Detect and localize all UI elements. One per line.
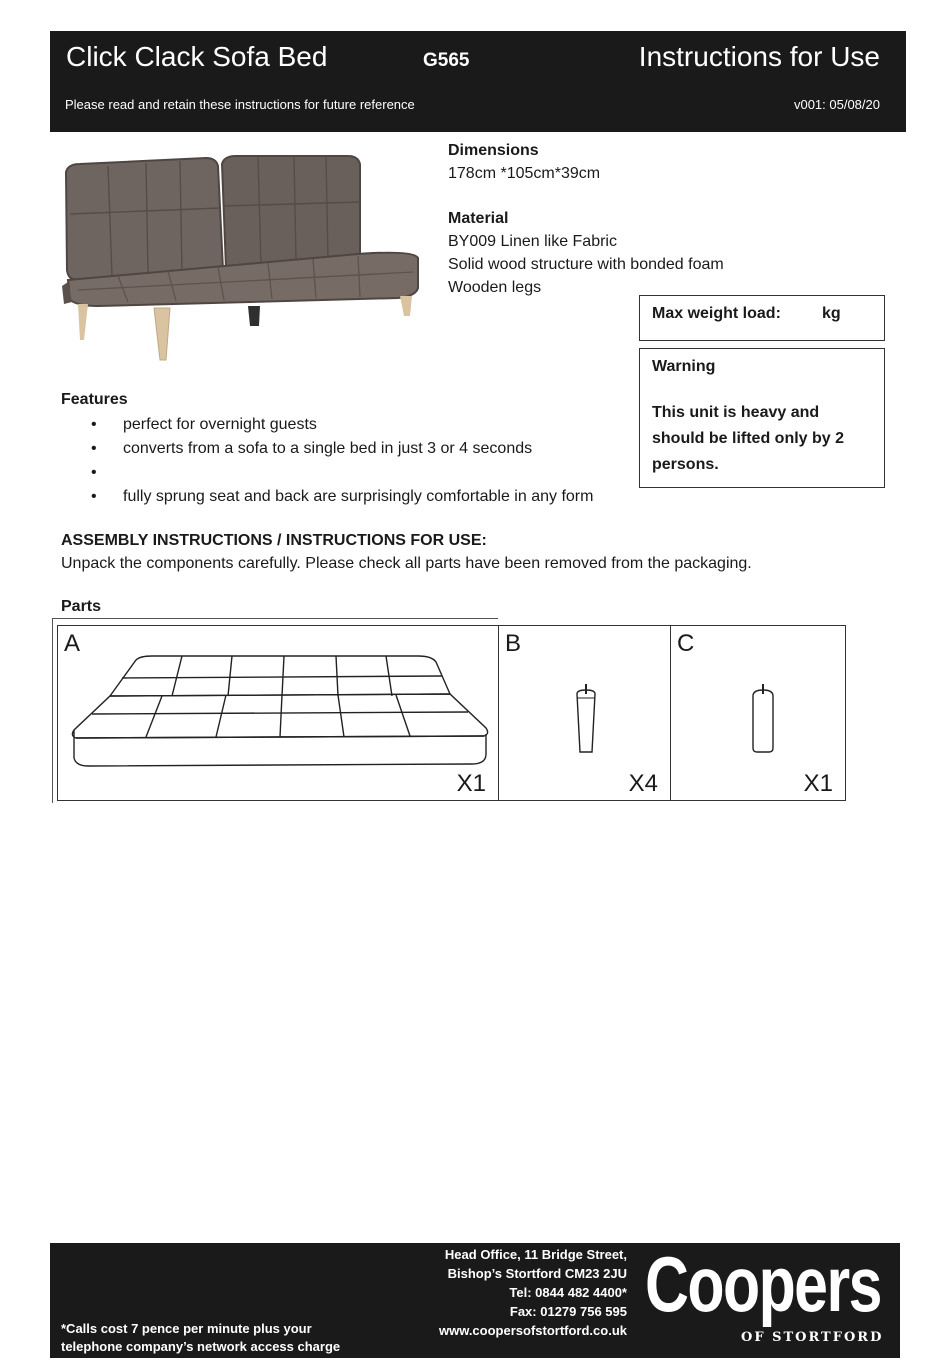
part-letter: B (505, 630, 522, 657)
dimensions-value: 178cm *105cm*39cm (448, 165, 601, 182)
material-line: Wooden legs (448, 279, 542, 296)
logo-subtitle: OF STORTFORD (741, 1330, 884, 1345)
part-quantity: X1 (803, 770, 833, 797)
dimensions-label: Dimensions (448, 142, 539, 159)
website-link[interactable]: www.coopersofstortford.co.uk (438, 1323, 627, 1338)
coopers-logo (645, 1240, 885, 1351)
part-quantity: X1 (456, 770, 486, 797)
feature-item (90, 461, 593, 485)
version-date: v001: 05/08/20 (793, 97, 880, 112)
call-cost-line: *Calls cost 7 pence per minute plus your (61, 1321, 312, 1336)
phone-number: Tel: 0844 482 4400* (509, 1285, 627, 1300)
assembly-title: ASSEMBLY INSTRUCTIONS / INSTRUCTIONS FOR USE: (61, 532, 487, 549)
dimensions-section (448, 139, 600, 185)
retain-notice: Please read and retain these instructions for future reference (65, 97, 415, 112)
sofa-bed-drawing-icon (66, 654, 492, 772)
part-letter: A (64, 630, 81, 657)
features-title: Features (61, 391, 128, 408)
sofa-bed-photo (58, 150, 428, 365)
fax-number: Fax: 01279 756 595 (509, 1304, 627, 1319)
parts-title: Parts (61, 598, 102, 615)
feature-item: • converts from a sofa to a single bed in just 3 or 4 seconds (90, 437, 593, 461)
instructions-title: Instructions for Use (638, 41, 880, 72)
call-cost-line: telephone company’s network access charge (61, 1339, 341, 1354)
warning-body: This unit is heavy and should be lifted only by 2 persons. (652, 404, 845, 473)
material-line: Solid wood structure with bonded foam (448, 256, 724, 273)
part-cell-c (670, 625, 846, 801)
warning-title: Warning (652, 358, 716, 375)
header-bar (50, 31, 906, 132)
max-weight-unit: kg (822, 305, 841, 322)
address-line: Head Office, 11 Bridge Street, (444, 1247, 627, 1262)
warning-box (639, 348, 885, 488)
assembly-text: Unpack the components carefully. Please check all parts have been removed from the packaging. (61, 555, 752, 572)
part-letter: C (677, 630, 695, 657)
max-weight-label: Max weight load: (652, 305, 781, 322)
centre-leg-drawing-icon (750, 682, 776, 754)
call-cost-note (61, 1320, 340, 1356)
address-line: Bishop’s Stortford CM23 2JU (447, 1266, 627, 1281)
features-list (90, 413, 593, 509)
document-title: Click Clack Sofa Bed (66, 41, 328, 72)
max-weight-box (639, 295, 885, 341)
logo-wordmark: Coopers (645, 1240, 881, 1328)
table-edge (52, 618, 53, 803)
feature-item: • perfect for overnight guests (90, 413, 593, 437)
material-section (448, 207, 724, 299)
tapered-leg-drawing-icon (573, 682, 599, 754)
part-cell-a (57, 625, 499, 801)
part-quantity: X4 (628, 770, 658, 797)
head-office-address (417, 1245, 627, 1340)
parts-table (52, 618, 846, 803)
table-edge (52, 618, 498, 619)
footer-bar (50, 1240, 900, 1358)
material-label: Material (448, 210, 509, 227)
part-cell-b (498, 625, 671, 801)
material-line: BY009 Linen like Fabric (448, 233, 617, 250)
feature-item: • fully sprung seat and back are surprisingly comfortable in any form (90, 485, 593, 509)
product-code: G565 (423, 50, 470, 71)
